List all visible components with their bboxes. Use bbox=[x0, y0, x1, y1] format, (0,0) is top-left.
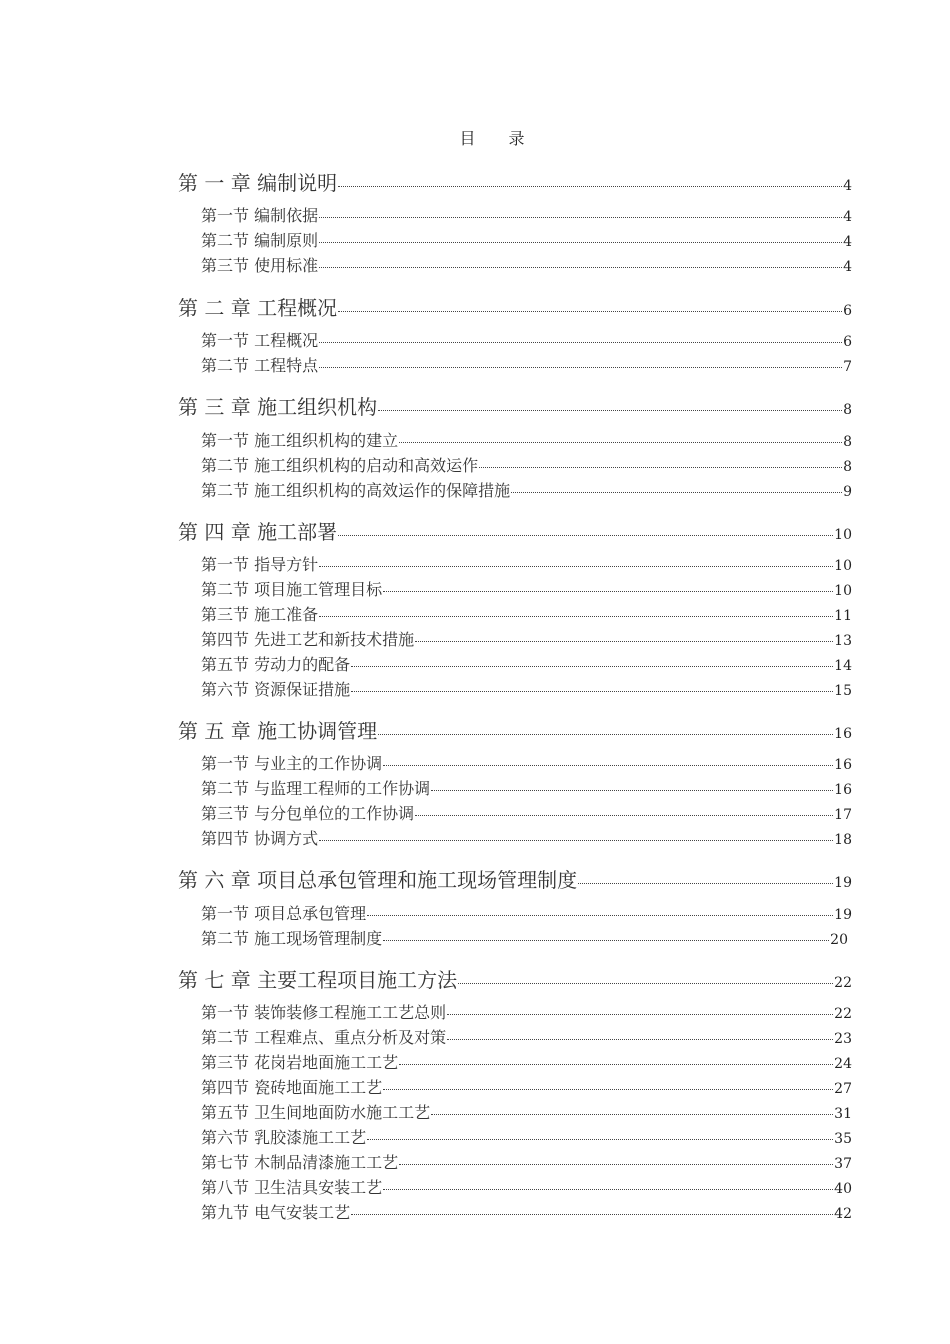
toc-entry-page-number: 9 bbox=[843, 484, 852, 500]
toc-entry-page-number: 22 bbox=[834, 975, 852, 991]
toc-entry-page-number: 37 bbox=[834, 1156, 852, 1172]
toc-entry-page-number: 23 bbox=[834, 1031, 852, 1047]
toc-section-entry[interactable] bbox=[201, 478, 852, 501]
dot-leader bbox=[578, 883, 833, 884]
dot-leader bbox=[479, 467, 842, 468]
toc-entry-label: 第二节 施工组织机构的启动和高效运作 bbox=[201, 456, 479, 475]
toc-entry-page-number: 19 bbox=[834, 907, 852, 923]
dot-leader bbox=[431, 1114, 833, 1115]
toc-entry-label: 第二节 施工现场管理制度 bbox=[201, 929, 383, 948]
dot-leader bbox=[383, 1089, 833, 1090]
toc-entry-label: 第五节 劳动力的配备 bbox=[201, 655, 351, 674]
toc-entry-label: 第 四 章 施工部署 bbox=[178, 520, 338, 544]
toc-entry-label: 第一节 项目总承包管理 bbox=[201, 904, 367, 923]
toc-section-entry[interactable] bbox=[201, 428, 852, 451]
dot-leader bbox=[367, 1139, 833, 1140]
dot-leader bbox=[415, 641, 833, 642]
toc-section-entry[interactable] bbox=[201, 926, 848, 949]
toc-entry-page-number: 4 bbox=[843, 234, 852, 250]
dot-leader bbox=[378, 410, 842, 411]
toc-chapter-entry[interactable] bbox=[178, 391, 852, 420]
toc-entry-label: 第一节 指导方针 bbox=[201, 555, 319, 574]
toc-section-entry[interactable] bbox=[201, 1200, 852, 1223]
toc-title: 目 录 bbox=[459, 129, 539, 148]
dot-leader bbox=[319, 566, 833, 567]
dot-leader bbox=[319, 267, 842, 268]
toc-entry-label: 第七节 木制品清漆施工工艺 bbox=[201, 1153, 399, 1172]
toc-entry-page-number: 40 bbox=[834, 1181, 852, 1197]
dot-leader bbox=[447, 1014, 833, 1015]
dot-leader bbox=[383, 591, 833, 592]
toc-section-entry[interactable] bbox=[201, 1075, 852, 1098]
dot-leader bbox=[458, 983, 833, 984]
toc-entry-page-number: 16 bbox=[834, 782, 852, 798]
toc-entry-label: 第八节 卫生洁具安装工艺 bbox=[201, 1178, 383, 1197]
dot-leader bbox=[319, 342, 842, 343]
toc-entry-page-number: 10 bbox=[834, 558, 852, 574]
dot-leader bbox=[319, 242, 842, 243]
toc-section-entry[interactable] bbox=[201, 552, 852, 575]
dot-leader bbox=[383, 1189, 833, 1190]
toc-section-entry[interactable] bbox=[201, 453, 852, 476]
dot-leader bbox=[383, 940, 829, 941]
toc-entry-label: 第 三 章 施工组织机构 bbox=[178, 395, 378, 419]
toc-entry-label: 第二节 工程特点 bbox=[201, 356, 319, 375]
dot-leader bbox=[319, 840, 833, 841]
toc-entry-page-number: 6 bbox=[843, 303, 852, 319]
toc-entry-page-number: 10 bbox=[834, 583, 852, 599]
toc-entry-label: 第四节 先进工艺和新技术措施 bbox=[201, 630, 415, 649]
dot-leader bbox=[399, 442, 842, 443]
toc-entry-label: 第二节 编制原则 bbox=[201, 231, 319, 250]
toc-entry-label: 第 二 章 工程概况 bbox=[178, 296, 338, 320]
toc-entry-page-number: 11 bbox=[834, 608, 852, 624]
dot-leader bbox=[511, 492, 842, 493]
toc-entry-page-number: 13 bbox=[834, 633, 852, 649]
toc-entry-page-number: 7 bbox=[843, 359, 852, 375]
dot-leader bbox=[319, 367, 842, 368]
toc-entry-page-number: 31 bbox=[834, 1106, 852, 1122]
dot-leader bbox=[378, 734, 833, 735]
toc-section-entry[interactable] bbox=[201, 602, 852, 625]
toc-entry-label: 第二节 项目施工管理目标 bbox=[201, 580, 383, 599]
toc-entry-label: 第三节 花岗岩地面施工工艺 bbox=[201, 1053, 399, 1072]
toc-entry-label: 第四节 瓷砖地面施工工艺 bbox=[201, 1078, 383, 1097]
toc-entry-page-number: 17 bbox=[834, 807, 852, 823]
toc-chapter-entry[interactable] bbox=[178, 715, 852, 744]
toc-entry-page-number: 6 bbox=[843, 334, 852, 350]
toc-section-entry[interactable] bbox=[201, 652, 852, 675]
toc-entry-label: 第六节 资源保证措施 bbox=[201, 680, 351, 699]
toc-entry-page-number: 16 bbox=[834, 757, 852, 773]
toc-entry-page-number: 15 bbox=[834, 683, 852, 699]
toc-entry-label: 第 七 章 主要工程项目施工方法 bbox=[178, 968, 458, 992]
toc-entry-label: 第三节 使用标准 bbox=[201, 256, 319, 275]
toc-entry-label: 第一节 编制依据 bbox=[201, 206, 319, 225]
dot-leader bbox=[431, 790, 833, 791]
dot-leader bbox=[367, 915, 833, 916]
toc-section-entry[interactable] bbox=[201, 901, 852, 924]
toc-entry-page-number: 4 bbox=[843, 259, 852, 275]
toc-section-entry[interactable] bbox=[201, 228, 852, 251]
toc-entry-page-number: 19 bbox=[834, 875, 852, 891]
toc-entry-label: 第一节 装饰装修工程施工工艺总则 bbox=[201, 1003, 447, 1022]
toc-entry-page-number: 14 bbox=[834, 658, 852, 674]
toc-section-entry[interactable] bbox=[201, 1175, 852, 1198]
dot-leader bbox=[383, 765, 833, 766]
dot-leader bbox=[447, 1039, 833, 1040]
toc-section-entry[interactable] bbox=[201, 1100, 852, 1123]
toc-chapter-entry[interactable] bbox=[178, 292, 852, 321]
toc-section-entry[interactable] bbox=[201, 801, 852, 824]
toc-entry-label: 第六节 乳胶漆施工工艺 bbox=[201, 1128, 367, 1147]
toc-entry-page-number: 16 bbox=[834, 726, 852, 742]
toc-section-entry[interactable] bbox=[201, 328, 852, 351]
toc-entry-page-number: 8 bbox=[843, 459, 852, 475]
dot-leader bbox=[338, 535, 833, 536]
toc-entry-page-number: 8 bbox=[843, 402, 852, 418]
dot-leader bbox=[351, 666, 833, 667]
toc-entry-page-number: 10 bbox=[834, 527, 852, 543]
toc-section-entry[interactable] bbox=[201, 253, 852, 276]
toc-entry-page-number: 42 bbox=[834, 1206, 852, 1222]
toc-entry-page-number: 22 bbox=[834, 1006, 852, 1022]
toc-section-entry[interactable] bbox=[201, 1025, 852, 1048]
dot-leader bbox=[351, 1214, 833, 1215]
toc-entry-label: 第 一 章 编制说明 bbox=[178, 171, 338, 195]
toc-section-entry[interactable] bbox=[201, 677, 852, 700]
toc-entry-label: 第五节 卫生间地面防水施工工艺 bbox=[201, 1103, 431, 1122]
toc-section-entry[interactable] bbox=[201, 627, 852, 650]
dot-leader bbox=[399, 1064, 833, 1065]
toc-chapter-entry[interactable] bbox=[178, 516, 852, 545]
dot-leader bbox=[351, 691, 833, 692]
toc-section-entry[interactable] bbox=[201, 1125, 852, 1148]
dot-leader bbox=[319, 217, 842, 218]
dot-leader bbox=[338, 311, 842, 312]
toc-section-entry[interactable] bbox=[201, 1150, 852, 1173]
toc-entry-page-number: 27 bbox=[834, 1081, 852, 1097]
toc-section-entry[interactable] bbox=[201, 1050, 852, 1073]
toc-section-entry[interactable] bbox=[201, 353, 852, 376]
toc-entry-label: 第九节 电气安装工艺 bbox=[201, 1203, 351, 1222]
toc-entry-label: 第二节 施工组织机构的高效运作的保障措施 bbox=[201, 481, 511, 500]
toc-entry-page-number: 4 bbox=[843, 209, 852, 225]
toc-entry-label: 第二节 与监理工程师的工作协调 bbox=[201, 779, 431, 798]
toc-chapter-entry[interactable] bbox=[178, 964, 852, 993]
toc-entry-page-number: 24 bbox=[834, 1056, 852, 1072]
toc-entry-page-number: 18 bbox=[834, 832, 852, 848]
toc-entry-page-number: 8 bbox=[843, 434, 852, 450]
toc-entry-label: 第一节 工程概况 bbox=[201, 331, 319, 350]
toc-entry-label: 第 六 章 项目总承包管理和施工现场管理制度 bbox=[178, 868, 578, 892]
dot-leader bbox=[319, 616, 833, 617]
toc-entry-label: 第一节 与业主的工作协调 bbox=[201, 754, 383, 773]
dot-leader bbox=[415, 815, 833, 816]
dot-leader bbox=[338, 186, 842, 187]
toc-entry-page-number: 20 bbox=[830, 932, 848, 948]
toc-chapter-entry[interactable] bbox=[178, 864, 852, 893]
toc-entry-label: 第 五 章 施工协调管理 bbox=[178, 719, 378, 743]
toc-entry-label: 第三节 与分包单位的工作协调 bbox=[201, 804, 415, 823]
toc-entry-page-number: 4 bbox=[843, 178, 852, 194]
toc-section-entry[interactable] bbox=[201, 776, 852, 799]
toc-chapter-entry[interactable] bbox=[178, 167, 852, 196]
toc-entry-label: 第一节 施工组织机构的建立 bbox=[201, 431, 399, 450]
dot-leader bbox=[399, 1164, 833, 1165]
toc-section-entry[interactable] bbox=[201, 1000, 852, 1023]
toc-entry-page-number: 35 bbox=[834, 1131, 852, 1147]
toc-section-entry[interactable] bbox=[201, 203, 852, 226]
toc-section-entry[interactable] bbox=[201, 577, 852, 600]
toc-section-entry[interactable] bbox=[201, 826, 852, 849]
toc-entry-label: 第三节 施工准备 bbox=[201, 605, 319, 624]
toc-section-entry[interactable] bbox=[201, 751, 852, 774]
toc-entry-label: 第二节 工程难点、重点分析及对策 bbox=[201, 1028, 447, 1047]
toc-entry-label: 第四节 协调方式 bbox=[201, 829, 319, 848]
